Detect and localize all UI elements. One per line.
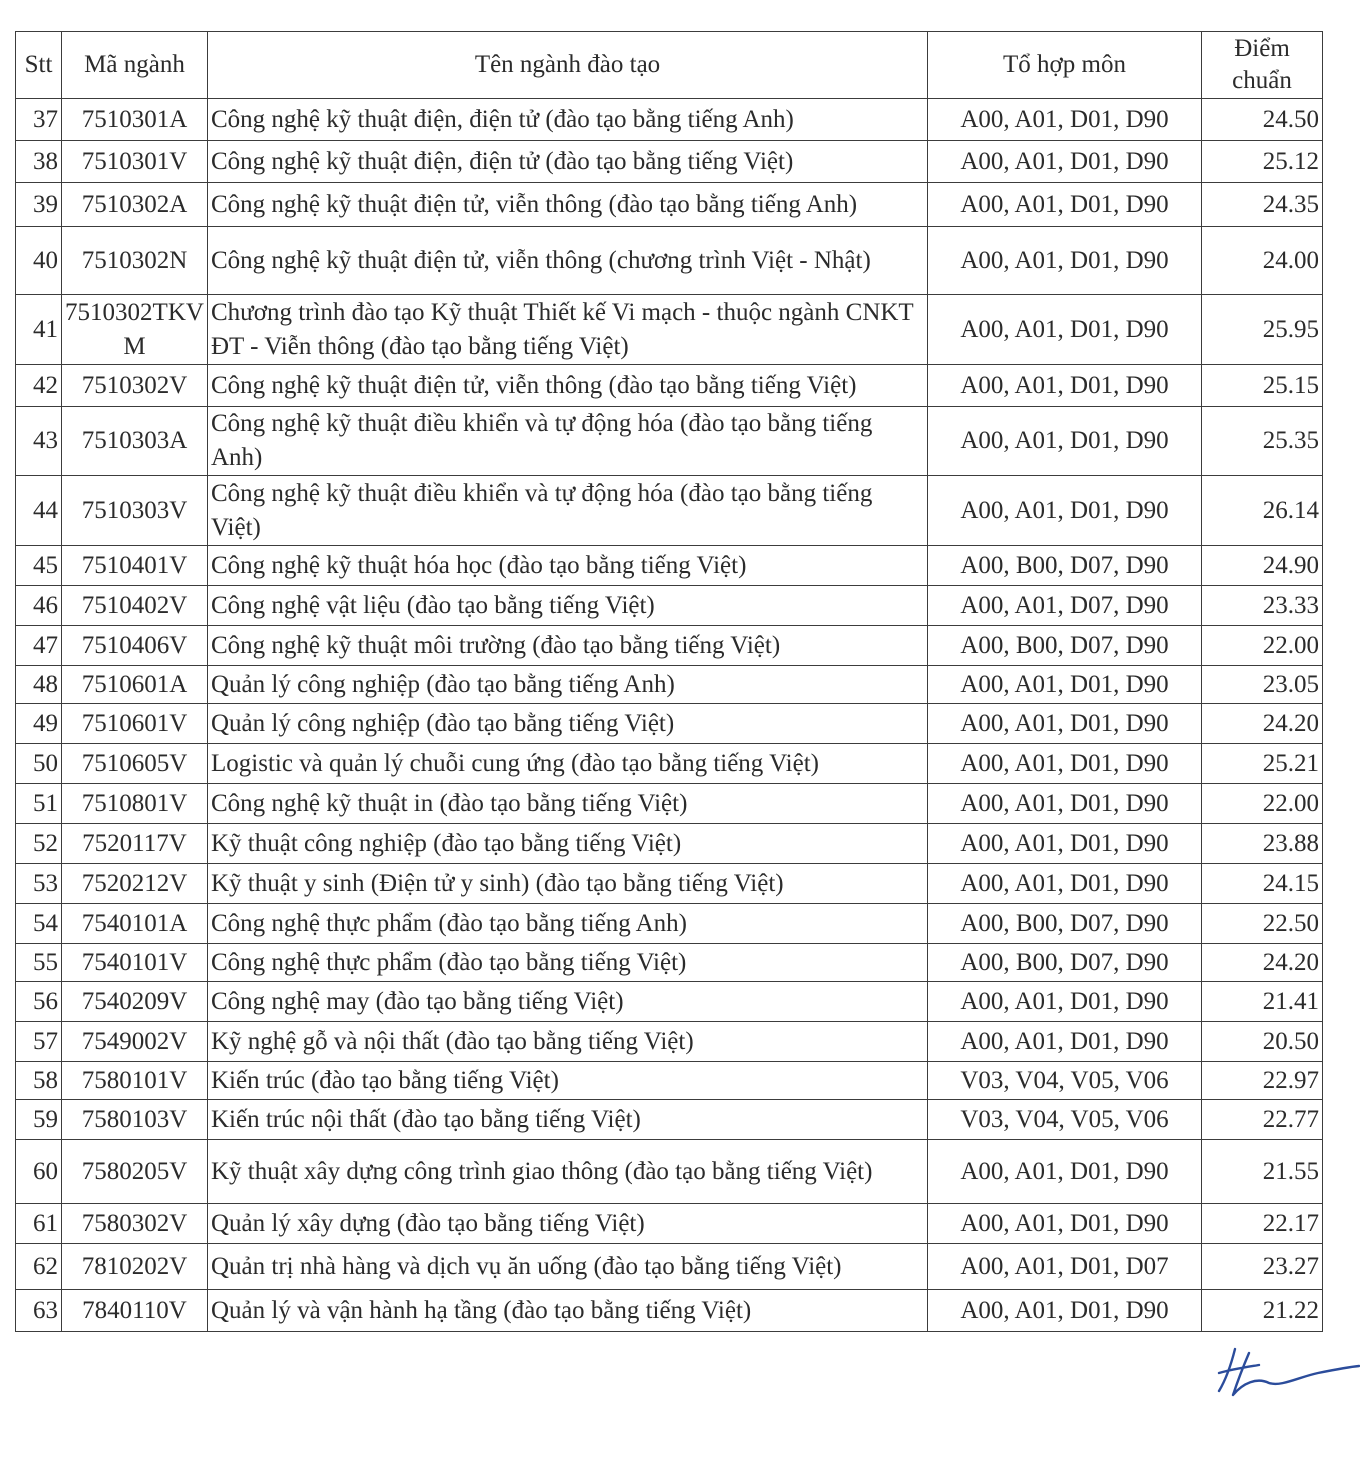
cell-combo: V03, V04, V05, V06 — [928, 1100, 1202, 1140]
admission-score-table — [15, 31, 1323, 1332]
cell-stt: 52 — [16, 824, 62, 864]
cell-score: 21.22 — [1202, 1290, 1323, 1332]
cell-stt: 55 — [16, 944, 62, 982]
table-row — [16, 1204, 1323, 1244]
cell-name: Quản lý và vận hành hạ tầng (đào tạo bằng tiếng Việt) — [208, 1290, 928, 1332]
table-row — [16, 183, 1323, 227]
table-row — [16, 1022, 1323, 1062]
cell-combo: A00, A01, D01, D90 — [928, 666, 1202, 704]
cell-name: Kỹ thuật y sinh (Điện tử y sinh) (đào tạo bằng tiếng Việt) — [208, 864, 928, 904]
cell-stt: 41 — [16, 295, 62, 365]
table-row — [16, 227, 1323, 295]
table-row — [16, 1290, 1323, 1332]
header-combo: Tổ hợp môn — [928, 32, 1202, 99]
cell-name: Công nghệ kỹ thuật in (đào tạo bằng tiếng Việt) — [208, 784, 928, 824]
cell-code: 7510303V — [62, 476, 208, 546]
cell-name: Quản lý xây dựng (đào tạo bằng tiếng Việt) — [208, 1204, 928, 1244]
cell-score: 23.33 — [1202, 586, 1323, 626]
cell-combo: A00, A01, D01, D90 — [928, 1290, 1202, 1332]
cell-score: 22.00 — [1202, 784, 1323, 824]
cell-combo: A00, A01, D01, D90 — [928, 824, 1202, 864]
cell-score: 25.15 — [1202, 365, 1323, 407]
cell-code: 7510302A — [62, 183, 208, 227]
cell-combo: A00, B00, D07, D90 — [928, 944, 1202, 982]
cell-stt: 42 — [16, 365, 62, 407]
cell-combo: A00, A01, D01, D90 — [928, 365, 1202, 407]
cell-name: Logistic và quản lý chuỗi cung ứng (đào tạo bằng tiếng Việt) — [208, 744, 928, 784]
cell-combo: A00, A01, D01, D90 — [928, 141, 1202, 183]
cell-combo: A00, A01, D01, D90 — [928, 1204, 1202, 1244]
cell-combo: A00, A01, D01, D90 — [928, 99, 1202, 141]
cell-name: Công nghệ kỹ thuật điện tử, viễn thông (chương trình Việt - Nhật) — [208, 227, 928, 295]
cell-combo: A00, A01, D01, D90 — [928, 704, 1202, 744]
cell-stt: 48 — [16, 666, 62, 704]
cell-combo: A00, A01, D01, D90 — [928, 1140, 1202, 1204]
cell-score: 21.55 — [1202, 1140, 1323, 1204]
cell-stt: 62 — [16, 1244, 62, 1290]
cell-combo: A00, A01, D01, D90 — [928, 476, 1202, 546]
cell-stt: 40 — [16, 227, 62, 295]
cell-code: 7510801V — [62, 784, 208, 824]
cell-combo: A00, B00, D07, D90 — [928, 904, 1202, 944]
cell-code: 7510605V — [62, 744, 208, 784]
cell-combo: A00, A01, D01, D90 — [928, 227, 1202, 295]
cell-code: 7549002V — [62, 1022, 208, 1062]
cell-code: 7580205V — [62, 1140, 208, 1204]
table-row — [16, 666, 1323, 704]
table-row — [16, 1244, 1323, 1290]
table-row — [16, 476, 1323, 546]
cell-stt: 44 — [16, 476, 62, 546]
cell-stt: 58 — [16, 1062, 62, 1100]
cell-code: 7540101A — [62, 904, 208, 944]
header-score: Điểm chuẩn — [1202, 32, 1323, 99]
cell-code: 7580302V — [62, 1204, 208, 1244]
cell-score: 20.50 — [1202, 1022, 1323, 1062]
cell-code: 7540209V — [62, 982, 208, 1022]
cell-score: 26.14 — [1202, 476, 1323, 546]
cell-code: 7810202V — [62, 1244, 208, 1290]
cell-name: Công nghệ kỹ thuật điện tử, viễn thông (đào tạo bằng tiếng Anh) — [208, 183, 928, 227]
cell-name: Công nghệ kỹ thuật điều khiển và tự động hóa (đào tạo bằng tiếng Việt) — [208, 476, 928, 546]
table-row — [16, 1140, 1323, 1204]
cell-combo: A00, A01, D01, D90 — [928, 744, 1202, 784]
cell-score: 23.05 — [1202, 666, 1323, 704]
cell-name: Chương trình đào tạo Kỹ thuật Thiết kế Vi mạch - thuộc ngành CNKT ĐT - Viễn thông (đào tạo bằng tiếng Việt) — [208, 295, 928, 365]
cell-stt: 49 — [16, 704, 62, 744]
cell-combo: A00, A01, D07, D90 — [928, 586, 1202, 626]
cell-combo: A00, A01, D01, D90 — [928, 784, 1202, 824]
cell-stt: 43 — [16, 407, 62, 476]
table-row — [16, 864, 1323, 904]
table-row — [16, 546, 1323, 586]
cell-score: 24.20 — [1202, 704, 1323, 744]
table-row — [16, 407, 1323, 476]
cell-name: Công nghệ kỹ thuật hóa học (đào tạo bằng tiếng Việt) — [208, 546, 928, 586]
cell-score: 24.15 — [1202, 864, 1323, 904]
cell-name: Công nghệ kỹ thuật điện, điện tử (đào tạo bằng tiếng Việt) — [208, 141, 928, 183]
cell-code: 7840110V — [62, 1290, 208, 1332]
cell-code: 7510402V — [62, 586, 208, 626]
cell-name: Kỹ thuật công nghiệp (đào tạo bằng tiếng Việt) — [208, 824, 928, 864]
table-row — [16, 295, 1323, 365]
cell-score: 24.90 — [1202, 546, 1323, 586]
table-row — [16, 944, 1323, 982]
cell-combo: A00, A01, D01, D90 — [928, 183, 1202, 227]
table-row — [16, 904, 1323, 944]
cell-score: 22.17 — [1202, 1204, 1323, 1244]
cell-name: Công nghệ thực phẩm (đào tạo bằng tiếng Việt) — [208, 944, 928, 982]
cell-score: 24.35 — [1202, 183, 1323, 227]
cell-name: Công nghệ vật liệu (đào tạo bằng tiếng Việt) — [208, 586, 928, 626]
cell-score: 22.77 — [1202, 1100, 1323, 1140]
cell-score: 23.88 — [1202, 824, 1323, 864]
cell-name: Kiến trúc (đào tạo bằng tiếng Việt) — [208, 1062, 928, 1100]
cell-name: Công nghệ thực phẩm (đào tạo bằng tiếng Anh) — [208, 904, 928, 944]
table-row — [16, 1100, 1323, 1140]
cell-stt: 37 — [16, 99, 62, 141]
cell-code: 7510601V — [62, 704, 208, 744]
cell-combo: A00, A01, D01, D90 — [928, 407, 1202, 476]
cell-score: 24.20 — [1202, 944, 1323, 982]
cell-name: Công nghệ kỹ thuật điện tử, viễn thông (đào tạo bằng tiếng Việt) — [208, 365, 928, 407]
table-row — [16, 365, 1323, 407]
cell-score: 25.95 — [1202, 295, 1323, 365]
cell-combo: A00, A01, D01, D90 — [928, 1022, 1202, 1062]
header-code: Mã ngành — [62, 32, 208, 99]
cell-score: 25.21 — [1202, 744, 1323, 784]
cell-score: 22.97 — [1202, 1062, 1323, 1100]
cell-code: 7510406V — [62, 626, 208, 666]
table-row — [16, 141, 1323, 183]
table-row — [16, 586, 1323, 626]
cell-name: Kỹ thuật xây dựng công trình giao thông (đào tạo bằng tiếng Việt) — [208, 1140, 928, 1204]
cell-score: 23.27 — [1202, 1244, 1323, 1290]
cell-stt: 39 — [16, 183, 62, 227]
table-row — [16, 1062, 1323, 1100]
cell-name: Quản lý công nghiệp (đào tạo bằng tiếng Anh) — [208, 666, 928, 704]
cell-name: Công nghệ kỹ thuật môi trường (đào tạo bằng tiếng Việt) — [208, 626, 928, 666]
cell-stt: 60 — [16, 1140, 62, 1204]
cell-name: Công nghệ may (đào tạo bằng tiếng Việt) — [208, 982, 928, 1022]
cell-score: 21.41 — [1202, 982, 1323, 1022]
cell-code: 7510401V — [62, 546, 208, 586]
table-body — [16, 99, 1323, 1332]
cell-stt: 54 — [16, 904, 62, 944]
cell-score: 22.50 — [1202, 904, 1323, 944]
cell-name: Công nghệ kỹ thuật điện, điện tử (đào tạo bằng tiếng Anh) — [208, 99, 928, 141]
cell-code: 7510302TKVM — [62, 295, 208, 365]
cell-code: 7520117V — [62, 824, 208, 864]
cell-code: 7580103V — [62, 1100, 208, 1140]
cell-combo: A00, B00, D07, D90 — [928, 546, 1202, 586]
table-row — [16, 744, 1323, 784]
table-header-row — [16, 32, 1323, 99]
cell-score: 24.00 — [1202, 227, 1323, 295]
cell-combo: A00, A01, D01, D90 — [928, 864, 1202, 904]
table-row — [16, 99, 1323, 141]
cell-score: 22.00 — [1202, 626, 1323, 666]
cell-code: 7580101V — [62, 1062, 208, 1100]
cell-name: Công nghệ kỹ thuật điều khiển và tự động hóa (đào tạo bằng tiếng Anh) — [208, 407, 928, 476]
cell-stt: 57 — [16, 1022, 62, 1062]
cell-stt: 59 — [16, 1100, 62, 1140]
table-row — [16, 784, 1323, 824]
cell-stt: 63 — [16, 1290, 62, 1332]
cell-stt: 45 — [16, 546, 62, 586]
cell-stt: 51 — [16, 784, 62, 824]
cell-code: 7510303A — [62, 407, 208, 476]
cell-combo: V03, V04, V05, V06 — [928, 1062, 1202, 1100]
cell-code: 7520212V — [62, 864, 208, 904]
cell-score: 25.35 — [1202, 407, 1323, 476]
cell-code: 7510301V — [62, 141, 208, 183]
cell-score: 24.50 — [1202, 99, 1323, 141]
cell-stt: 61 — [16, 1204, 62, 1244]
cell-combo: A00, B00, D07, D90 — [928, 626, 1202, 666]
table-row — [16, 982, 1323, 1022]
cell-code: 7510302N — [62, 227, 208, 295]
cell-stt: 50 — [16, 744, 62, 784]
cell-stt: 53 — [16, 864, 62, 904]
cell-combo: A00, A01, D01, D07 — [928, 1244, 1202, 1290]
cell-score: 25.12 — [1202, 141, 1323, 183]
table-row — [16, 704, 1323, 744]
cell-stt: 56 — [16, 982, 62, 1022]
header-stt: Stt — [16, 32, 62, 99]
cell-name: Kiến trúc nội thất (đào tạo bằng tiếng Việt) — [208, 1100, 928, 1140]
cell-stt: 46 — [16, 586, 62, 626]
cell-code: 7540101V — [62, 944, 208, 982]
signature-icon — [1213, 1343, 1360, 1403]
cell-code: 7510302V — [62, 365, 208, 407]
cell-code: 7510601A — [62, 666, 208, 704]
cell-name: Kỹ nghệ gỗ và nội thất (đào tạo bằng tiếng Việt) — [208, 1022, 928, 1062]
table-row — [16, 626, 1323, 666]
cell-code: 7510301A — [62, 99, 208, 141]
cell-name: Quản trị nhà hàng và dịch vụ ăn uống (đào tạo bằng tiếng Việt) — [208, 1244, 928, 1290]
cell-stt: 47 — [16, 626, 62, 666]
cell-combo: A00, A01, D01, D90 — [928, 295, 1202, 365]
cell-combo: A00, A01, D01, D90 — [928, 982, 1202, 1022]
table-row — [16, 824, 1323, 864]
cell-name: Quản lý công nghiệp (đào tạo bằng tiếng Việt) — [208, 704, 928, 744]
header-name: Tên ngành đào tạo — [208, 32, 928, 99]
cell-stt: 38 — [16, 141, 62, 183]
